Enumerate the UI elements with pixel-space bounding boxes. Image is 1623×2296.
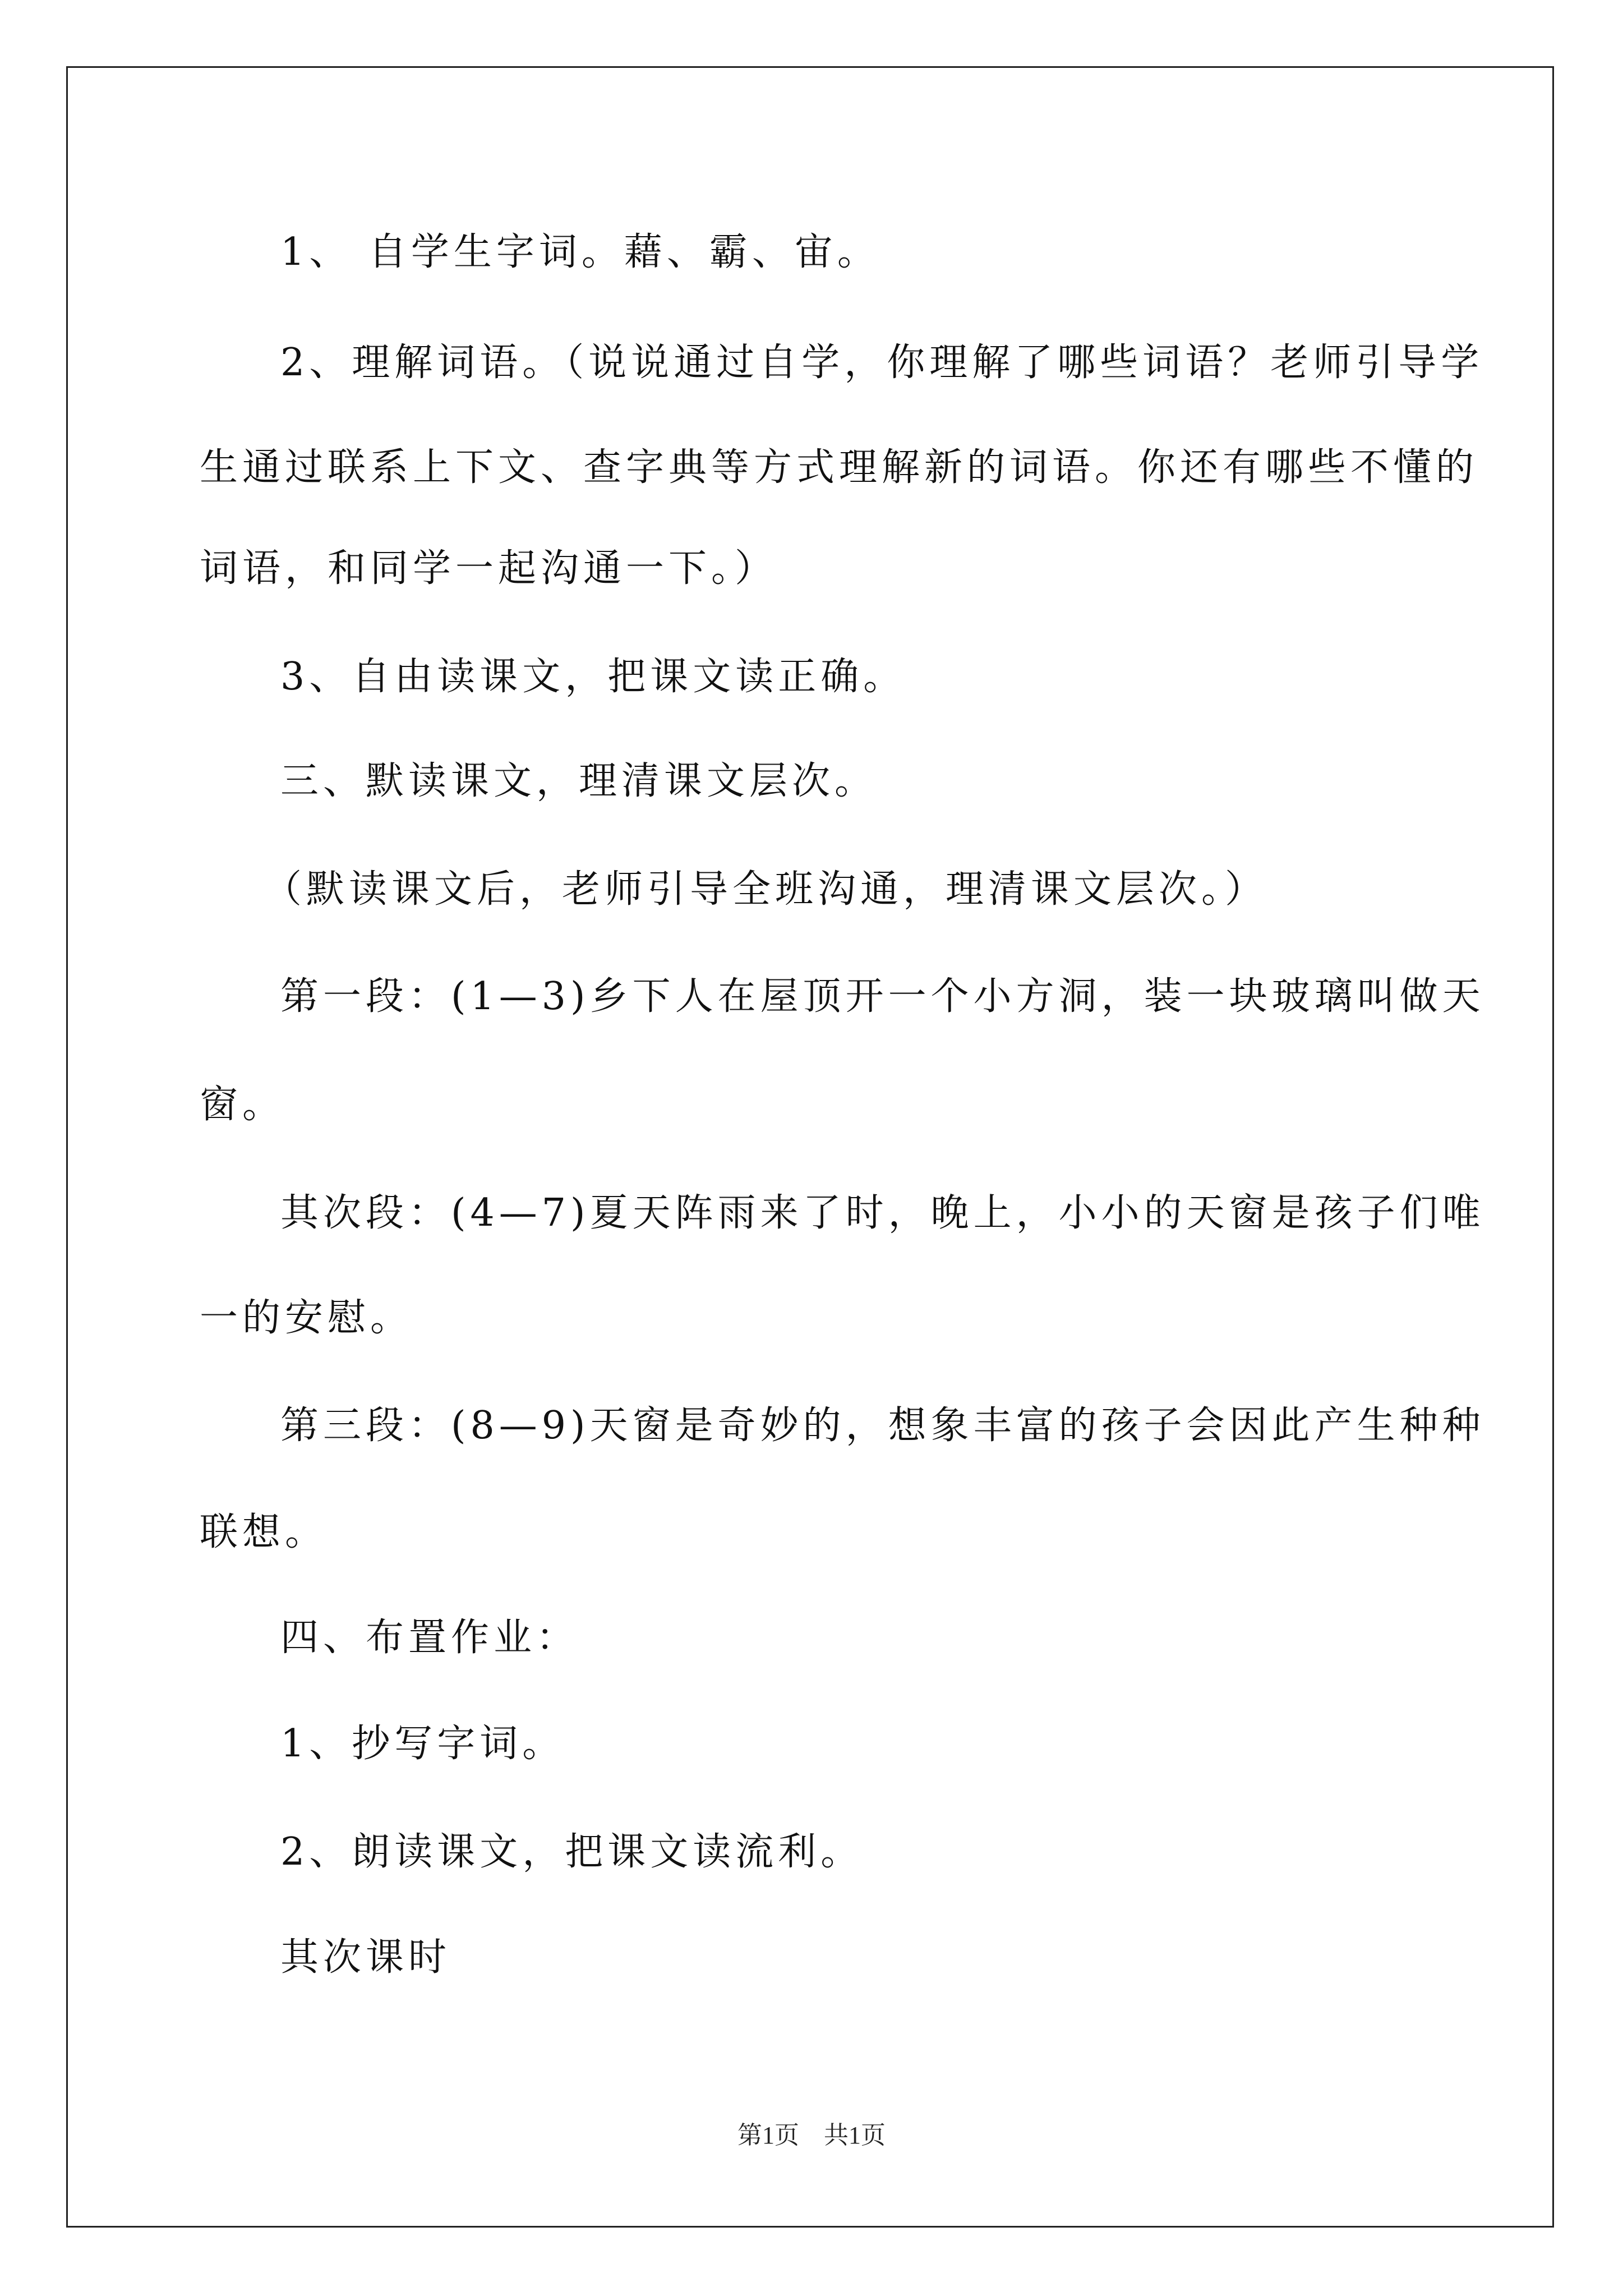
text-line-9: 窗。 [200, 1083, 285, 1127]
text-line-13: 联想。 [200, 1510, 328, 1554]
text-line-15: 1、抄写字词。 [280, 1722, 565, 1766]
text-line-17: 其次课时 [280, 1935, 451, 1980]
text-line-7: （默读课文后，老师引导全班沟通，理清课文层次。） [264, 867, 1268, 912]
text-line-16: 2、朗读课文，把课文读流利。 [280, 1830, 864, 1874]
page-border [66, 66, 1554, 2228]
text-line-14: 四、布置作业： [280, 1616, 579, 1660]
text-line-5: 3、自由读课文，把课文读正确。 [280, 655, 906, 699]
text-line-4: 词语，和同学一起沟通一下。） [200, 546, 778, 591]
text-line-10: 其次段：(4—7)夏天阵雨来了时，晚上，小小的天窗是孩子们唯 [280, 1191, 1485, 1235]
text-line-3: 生通过联系上下文、查字典等方式理解新的词语。你还有哪些不懂的 [200, 445, 1479, 490]
text-line-12: 第三段：(8—9)天窗是奇妙的，想象丰富的孩子会因此产生种种 [280, 1404, 1485, 1448]
text-line-8: 第一段：(1—3)乡下人在屋顶开一个小方洞，装一块玻璃叫做天 [280, 974, 1485, 1019]
text-line-1: 1、 自学生字词。藉、霸、宙。 [280, 230, 880, 274]
page-footer: 第1页 共1页 [737, 2122, 886, 2149]
text-line-2: 2、理解词语。（说说通过自学，你理解了哪些词语？老师引导学 [280, 341, 1484, 385]
text-line-11: 一的安慰。 [200, 1296, 413, 1340]
text-line-6: 三、默读课文，理清课文层次。 [280, 759, 878, 803]
